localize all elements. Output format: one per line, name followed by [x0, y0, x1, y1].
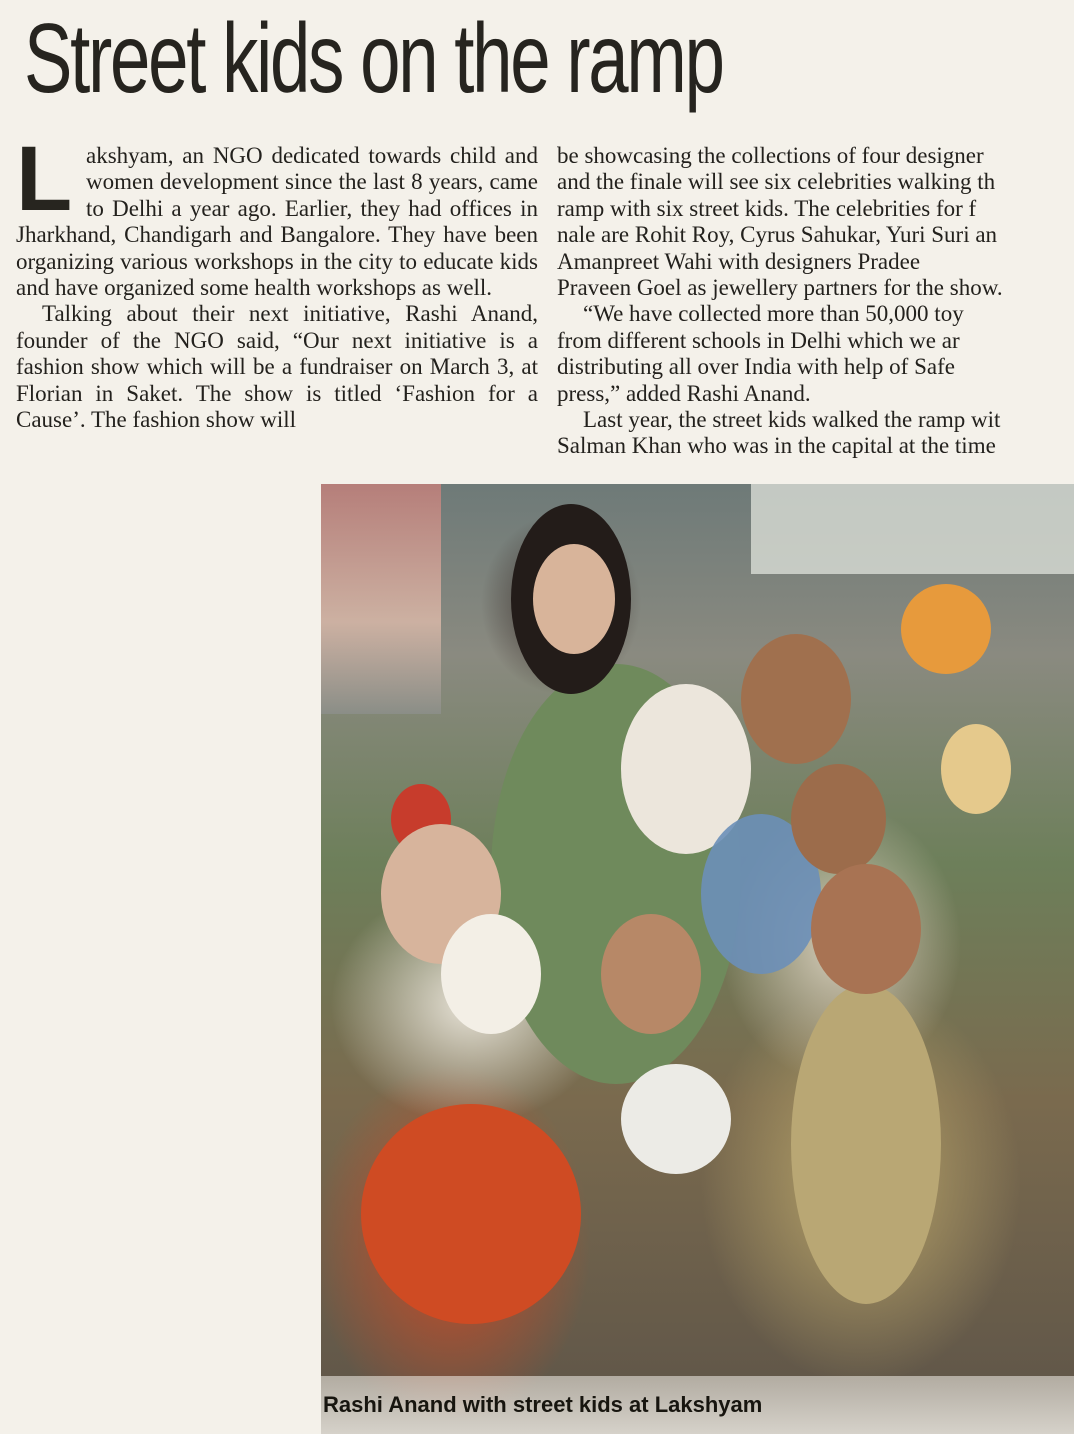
article-line: and the finale will see six celebrities walking th: [557, 169, 996, 195]
photo-stall-backdrop: [321, 484, 441, 714]
article-right-column: [557, 143, 1074, 460]
photo-white-teddy: [621, 1064, 731, 1174]
photo-woman-face: [533, 544, 615, 654]
article-line: “We have collected more than 50,000 toy: [583, 301, 964, 327]
photo-sky-area: [751, 484, 1074, 574]
article-line: Amanpreet Wahi with designers Pradee: [557, 248, 921, 274]
photo-caption-bar: [321, 1376, 1074, 1434]
photo-child-skirt: [361, 1104, 581, 1324]
article-line: press,” added Rashi Anand.: [557, 380, 811, 406]
headline: Street kids on the ramp: [24, 3, 723, 113]
article-line: distributing all over India with help of Safe: [557, 354, 955, 380]
photo-teddy-toy: [941, 724, 1011, 814]
news-photo: [321, 484, 1074, 1434]
article-paragraph-2: Talking about their next initiative, Rashi Anand, founder of the NGO said, “Our next initiative is a fashion show which will be a fundraiser on March 3, at Florian in Saket. The show is titled ‘Fashion for a Cause’. The fashion show will: [16, 301, 538, 433]
photo-child-body: [791, 984, 941, 1304]
article-line: Last year, the street kids walked the ramp wit: [583, 407, 1001, 433]
article-line: be showcasing the collections of four designer: [557, 143, 984, 168]
dropcap-box: [16, 128, 80, 230]
photo-child-face: [741, 634, 851, 764]
article-line: Praveen Goel as jewellery partners for the show.: [557, 275, 1003, 301]
photo-child-face: [601, 914, 701, 1034]
article-line: Salman Khan who was in the capital at the time: [557, 433, 996, 459]
dropcap: L: [16, 128, 73, 230]
article-left-column: [16, 128, 538, 433]
photo-child-face: [811, 864, 921, 994]
photo-caption: Rashi Anand with street kids at Lakshyam: [323, 1392, 763, 1417]
article-line: from different schools in Delhi which we ar: [557, 327, 960, 353]
article-paragraph-1: akshyam, an NGO dedicated towards child and women development since the last 8 years, came to Delhi a year ago. Earlier, they had offices in Jharkhand, Chandigarh and Bangalore. They have been organizing various workshops in the city to educate kids and have organized some health workshops as well.: [16, 143, 538, 301]
photo-orange-toy: [901, 584, 991, 674]
article-line: ramp with six street kids. The celebrities for f: [557, 195, 977, 221]
photo-white-teddy: [441, 914, 541, 1034]
article-line: nale are Rohit Roy, Cyrus Sahukar, Yuri Suri an: [557, 222, 998, 248]
photo-child-face: [791, 764, 886, 874]
